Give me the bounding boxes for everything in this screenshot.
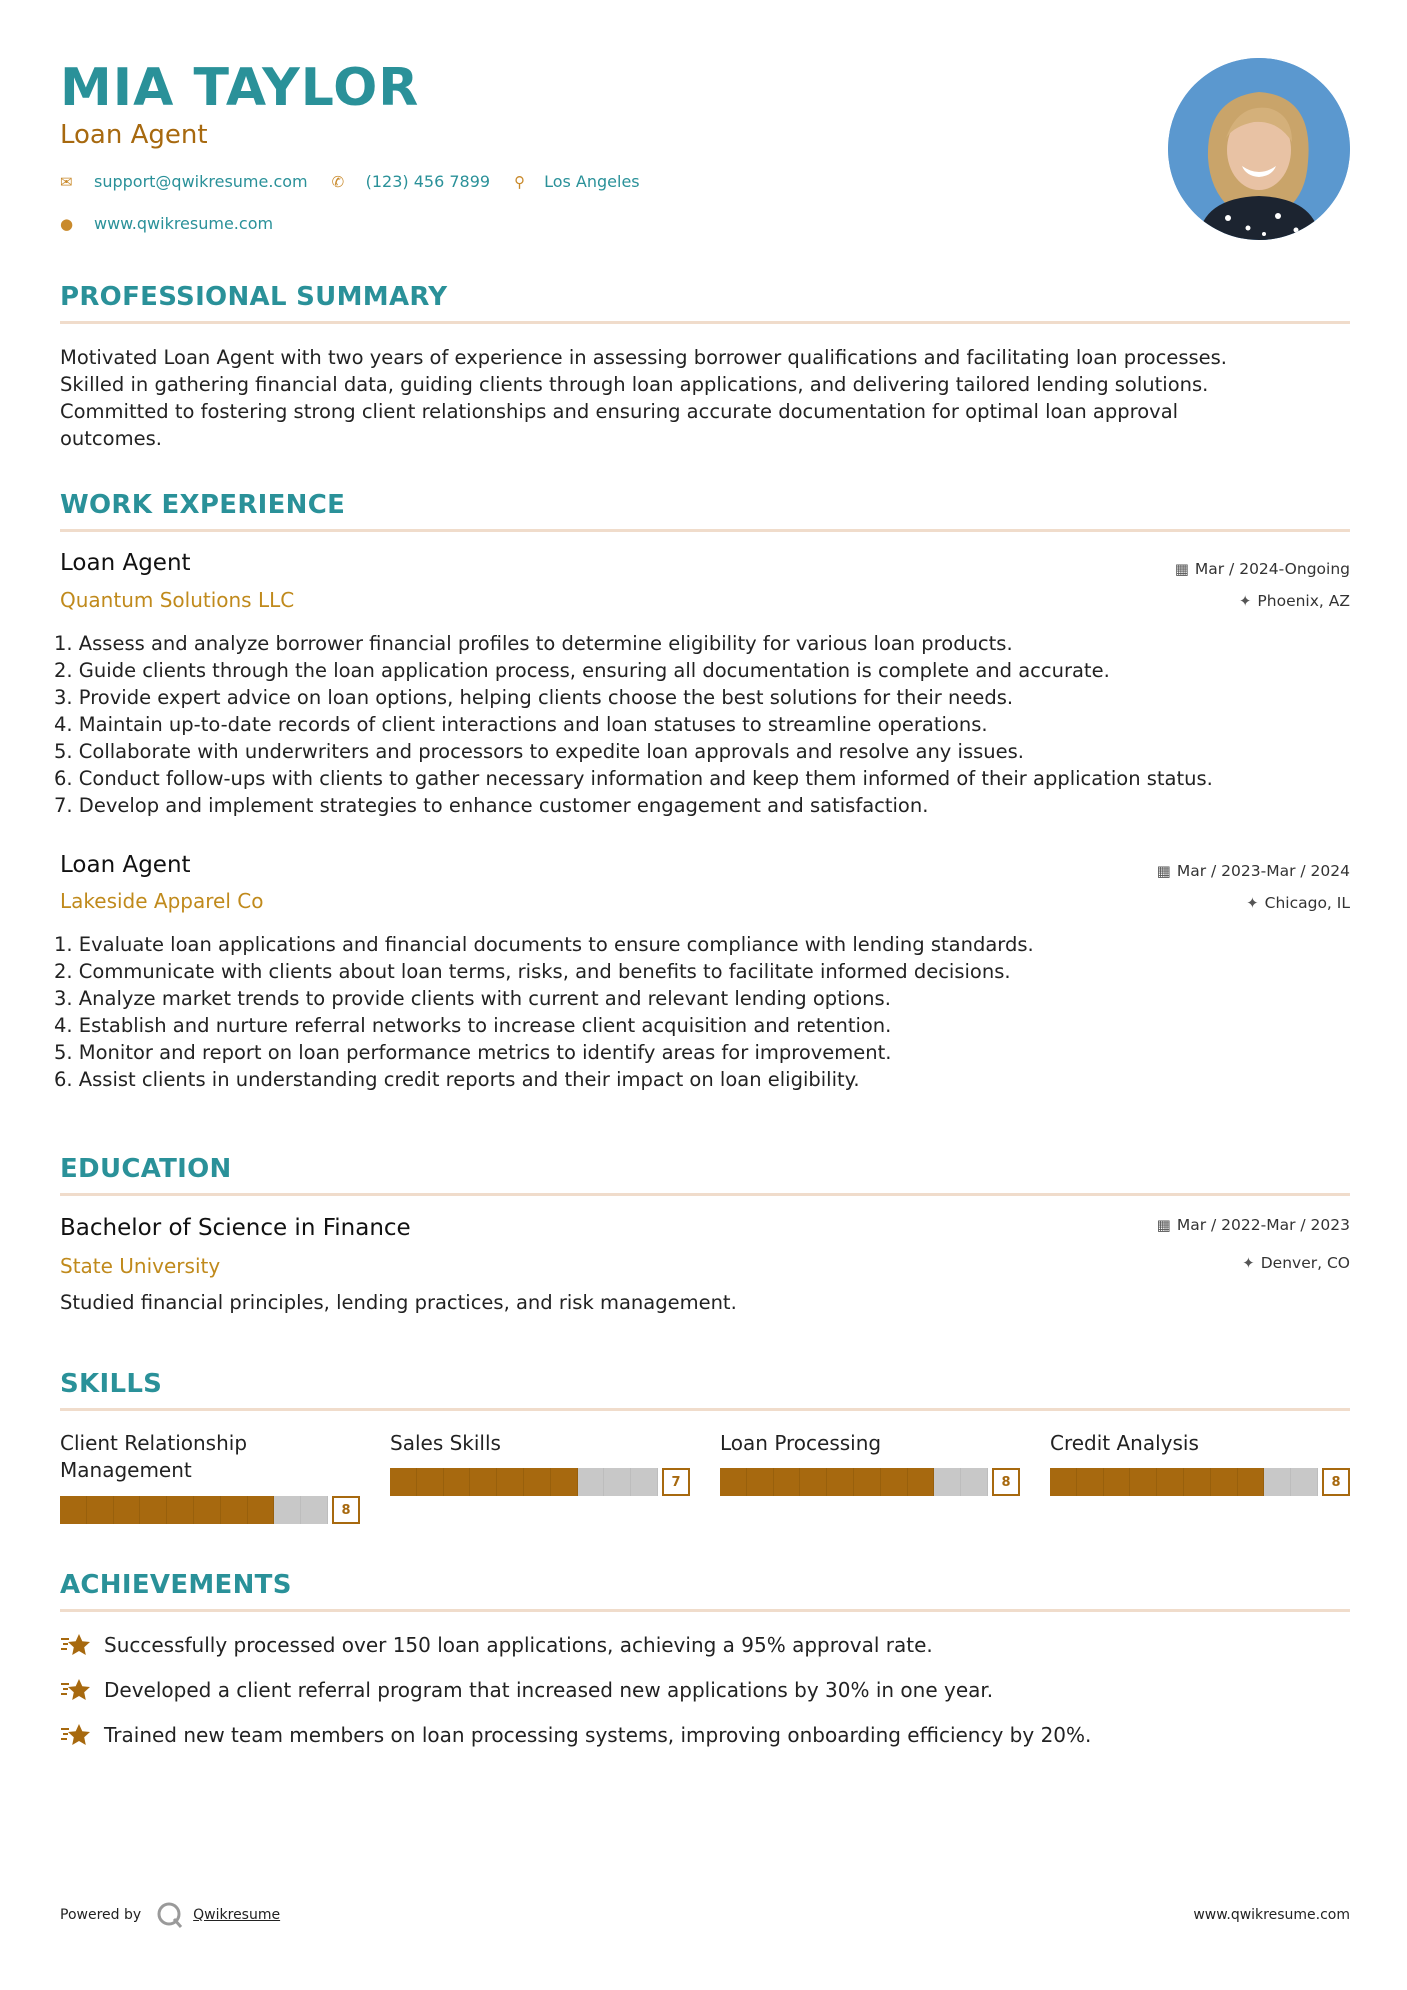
skill-segment-filled xyxy=(248,1496,275,1524)
skill-name-line: Loan Processing xyxy=(720,1431,882,1455)
pin-icon: ✦ xyxy=(1246,894,1259,912)
globe-icon: ● xyxy=(60,214,74,233)
skill-segment-filled xyxy=(774,1468,801,1496)
skill-segment-empty xyxy=(274,1496,301,1524)
skill-segment-empty xyxy=(301,1496,328,1524)
skill-segment-filled xyxy=(827,1468,854,1496)
skill-name-line: Management xyxy=(60,1458,192,1482)
job-bullets xyxy=(54,630,1354,819)
summary-line: Skilled in gathering financial data, guiding clients through loan applications, and delivering tailored lending solutions. xyxy=(60,373,1209,396)
education-location xyxy=(1242,1254,1350,1272)
skill-score-badge: 8 xyxy=(992,1468,1020,1496)
skill-segment-empty xyxy=(1291,1468,1318,1496)
skill-bar xyxy=(720,1468,1020,1496)
pin-icon: ✦ xyxy=(1238,592,1252,610)
section-divider xyxy=(60,1408,1350,1411)
skill-score-badge: 7 xyxy=(662,1468,690,1496)
section-divider xyxy=(60,1193,1350,1196)
skill-segment-filled xyxy=(470,1468,497,1496)
skill-bar xyxy=(60,1496,360,1524)
calendar-icon: ▦ xyxy=(1174,560,1189,578)
candidate-role: Loan Agent xyxy=(60,120,208,150)
skill-segment-filled xyxy=(881,1468,908,1496)
skill-segment-filled xyxy=(140,1496,167,1524)
achievement-item xyxy=(60,1677,993,1703)
job-title: Loan Agent xyxy=(60,550,191,576)
qwikresume-logo-icon xyxy=(155,1900,185,1930)
skill-name xyxy=(60,1430,360,1484)
resume-page xyxy=(54,0,1350,1990)
skill-segment-filled xyxy=(1050,1468,1077,1496)
list-item: 3. Analyze market trends to provide clients with current and relevant lending options. xyxy=(54,987,891,1010)
list-item: 5. Monitor and report on loan performance metrics to identify areas for improvement. xyxy=(54,1041,892,1064)
skill-item xyxy=(60,1430,360,1518)
list-item: 6. Assist clients in understanding credit reports and their impact on loan eligibility. xyxy=(54,1068,860,1091)
phone-text: (123) 456 7899 xyxy=(365,172,491,191)
list-item: 6. Conduct follow-ups with clients to gather necessary information and keep them informed of their application status. xyxy=(54,767,1213,790)
list-item: 7. Develop and implement strategies to enhance customer engagement and satisfaction. xyxy=(54,794,929,817)
degree-title: Bachelor of Science in Finance xyxy=(60,1215,411,1241)
education-dates-text: Mar / 2022-Mar / 2023 xyxy=(1176,1216,1350,1234)
skill-name xyxy=(390,1430,690,1457)
skill-name xyxy=(1050,1430,1350,1457)
skill-name-line: Credit Analysis xyxy=(1050,1431,1199,1455)
location-text: Los Angeles xyxy=(544,172,640,191)
skill-segment-filled xyxy=(497,1468,524,1496)
skill-name-line: Sales Skills xyxy=(390,1431,501,1455)
job-dates-text: Mar / 2024-Ongoing xyxy=(1194,560,1350,578)
section-divider xyxy=(60,321,1350,324)
job-location-text: Chicago, IL xyxy=(1264,894,1350,912)
brand-link[interactable]: Qwikresume xyxy=(193,1907,281,1923)
footer-website-link[interactable]: www.qwikresume.com xyxy=(1193,1907,1350,1923)
skill-bar xyxy=(390,1468,690,1496)
skill-segment-filled xyxy=(854,1468,881,1496)
skill-segment-filled xyxy=(417,1468,444,1496)
skill-segment-filled xyxy=(551,1468,578,1496)
skill-bar xyxy=(1050,1468,1350,1496)
school-name: State University xyxy=(60,1254,221,1278)
skill-score-badge: 8 xyxy=(1322,1468,1350,1496)
job-dates xyxy=(1157,862,1350,880)
skill-segment-filled xyxy=(720,1468,747,1496)
skill-segment-empty xyxy=(631,1468,658,1496)
skill-name xyxy=(720,1430,1020,1457)
skill-segment-filled xyxy=(221,1496,248,1524)
skill-segment-filled xyxy=(1211,1468,1238,1496)
skill-segment-filled xyxy=(167,1496,194,1524)
achievement-text: Developed a client referral program that increased new applications by 30% in one year. xyxy=(104,1678,994,1702)
job-bullets xyxy=(54,931,1354,1093)
list-item: 1. Evaluate loan applications and financial documents to ensure compliance with lending standards. xyxy=(54,933,1034,956)
profile-photo xyxy=(1168,58,1350,240)
list-item: 2. Guide clients through the loan application process, ensuring all documentation is complete and accurate. xyxy=(54,659,1110,682)
skill-item xyxy=(1050,1430,1350,1490)
star-icon xyxy=(60,1632,92,1658)
skill-segment-filled xyxy=(60,1496,87,1524)
job-dates xyxy=(1175,560,1350,578)
skill-segment-filled xyxy=(1184,1468,1211,1496)
pin-icon: ✦ xyxy=(1242,1254,1255,1272)
job-location-text: Phoenix, AZ xyxy=(1257,592,1350,610)
skill-segment-empty xyxy=(1264,1468,1291,1496)
star-icon xyxy=(60,1677,92,1703)
skill-item xyxy=(720,1430,1020,1490)
section-title-experience: WORK EXPERIENCE xyxy=(60,490,346,520)
job-location xyxy=(1246,894,1350,912)
skill-item xyxy=(390,1430,690,1490)
skill-segment-empty xyxy=(961,1468,988,1496)
achievement-text: Successfully processed over 150 loan applications, achieving a 95% approval rate. xyxy=(104,1633,933,1657)
education-dates xyxy=(1157,1216,1350,1234)
envelope-icon: ✉ xyxy=(60,172,73,191)
skill-segment-filled xyxy=(114,1496,141,1524)
section-divider xyxy=(60,529,1350,532)
job-company: Lakeside Apparel Co xyxy=(60,889,264,913)
skill-segment-filled xyxy=(87,1496,114,1524)
list-item: 5. Collaborate with underwriters and processors to expedite loan approvals and resolve any issues. xyxy=(54,740,1024,763)
skill-segment-filled xyxy=(1077,1468,1104,1496)
section-divider xyxy=(60,1609,1350,1612)
summary-text xyxy=(60,344,1350,452)
job-company: Quantum Solutions LLC xyxy=(60,588,295,612)
skill-segment-filled xyxy=(908,1468,935,1496)
website-link[interactable]: www.qwikresume.com xyxy=(94,214,274,233)
skill-segment-filled xyxy=(747,1468,774,1496)
summary-line: Committed to fostering strong client relationships and ensuring accurate documentation for optimal loan approval xyxy=(60,400,1179,423)
skill-segment-filled xyxy=(194,1496,221,1524)
skill-name-line: Client Relationship xyxy=(60,1431,248,1455)
contact-row xyxy=(60,172,664,191)
job-dates-text: Mar / 2023-Mar / 2024 xyxy=(1176,862,1350,880)
summary-line: Motivated Loan Agent with two years of experience in assessing borrower qualifications and facilitating loan processes. xyxy=(60,346,1228,369)
section-title-education: EDUCATION xyxy=(60,1154,232,1184)
education-description: Studied financial principles, lending practices, and risk management. xyxy=(60,1291,737,1314)
achievement-item xyxy=(60,1632,933,1658)
achievement-text: Trained new team members on loan processing systems, improving onboarding efficiency by 20%. xyxy=(104,1723,1092,1747)
phone-icon: ✆ xyxy=(331,172,345,191)
skill-segment-filled xyxy=(1157,1468,1184,1496)
list-item: 4. Maintain up-to-date records of client interactions and loan statuses to streamline operations. xyxy=(54,713,988,736)
skill-segment-empty xyxy=(934,1468,961,1496)
skill-segment-filled xyxy=(524,1468,551,1496)
star-icon xyxy=(60,1722,92,1748)
map-pin-icon: ⚲ xyxy=(514,172,526,191)
skill-segment-filled xyxy=(1104,1468,1131,1496)
website-row xyxy=(60,214,297,233)
email-link[interactable]: support@qwikresume.com xyxy=(94,172,308,191)
list-item: 1. Assess and analyze borrower financial profiles to determine eligibility for various loan products. xyxy=(54,632,1013,655)
skill-score-badge: 8 xyxy=(332,1496,360,1524)
job-location xyxy=(1239,592,1350,610)
powered-by-label: Powered by xyxy=(60,1907,142,1923)
education-location-text: Denver, CO xyxy=(1260,1254,1350,1272)
calendar-icon: ▦ xyxy=(1156,862,1171,880)
section-title-summary: PROFESSIONAL SUMMARY xyxy=(60,282,448,312)
skill-segment-filled xyxy=(800,1468,827,1496)
candidate-name: MIA TAYLOR xyxy=(60,58,420,118)
skill-segment-filled xyxy=(444,1468,471,1496)
section-title-skills: SKILLS xyxy=(60,1369,163,1399)
calendar-icon: ▦ xyxy=(1156,1216,1171,1234)
skill-segment-filled xyxy=(390,1468,417,1496)
skill-segment-filled xyxy=(1130,1468,1157,1496)
list-item: 2. Communicate with clients about loan terms, risks, and benefits to facilitate informed decisions. xyxy=(54,960,1011,983)
footer xyxy=(60,1900,1350,1930)
skill-segment-empty xyxy=(604,1468,631,1496)
skill-segment-filled xyxy=(1238,1468,1265,1496)
summary-line: outcomes. xyxy=(60,427,162,450)
section-title-achievements: ACHIEVEMENTS xyxy=(60,1570,292,1600)
list-item: 4. Establish and nurture referral networks to increase client acquisition and retention. xyxy=(54,1014,892,1037)
achievement-item xyxy=(60,1722,1091,1748)
skill-segment-empty xyxy=(578,1468,605,1496)
job-title: Loan Agent xyxy=(60,852,191,878)
list-item: 3. Provide expert advice on loan options, helping clients choose the best solutions for their needs. xyxy=(54,686,1014,709)
